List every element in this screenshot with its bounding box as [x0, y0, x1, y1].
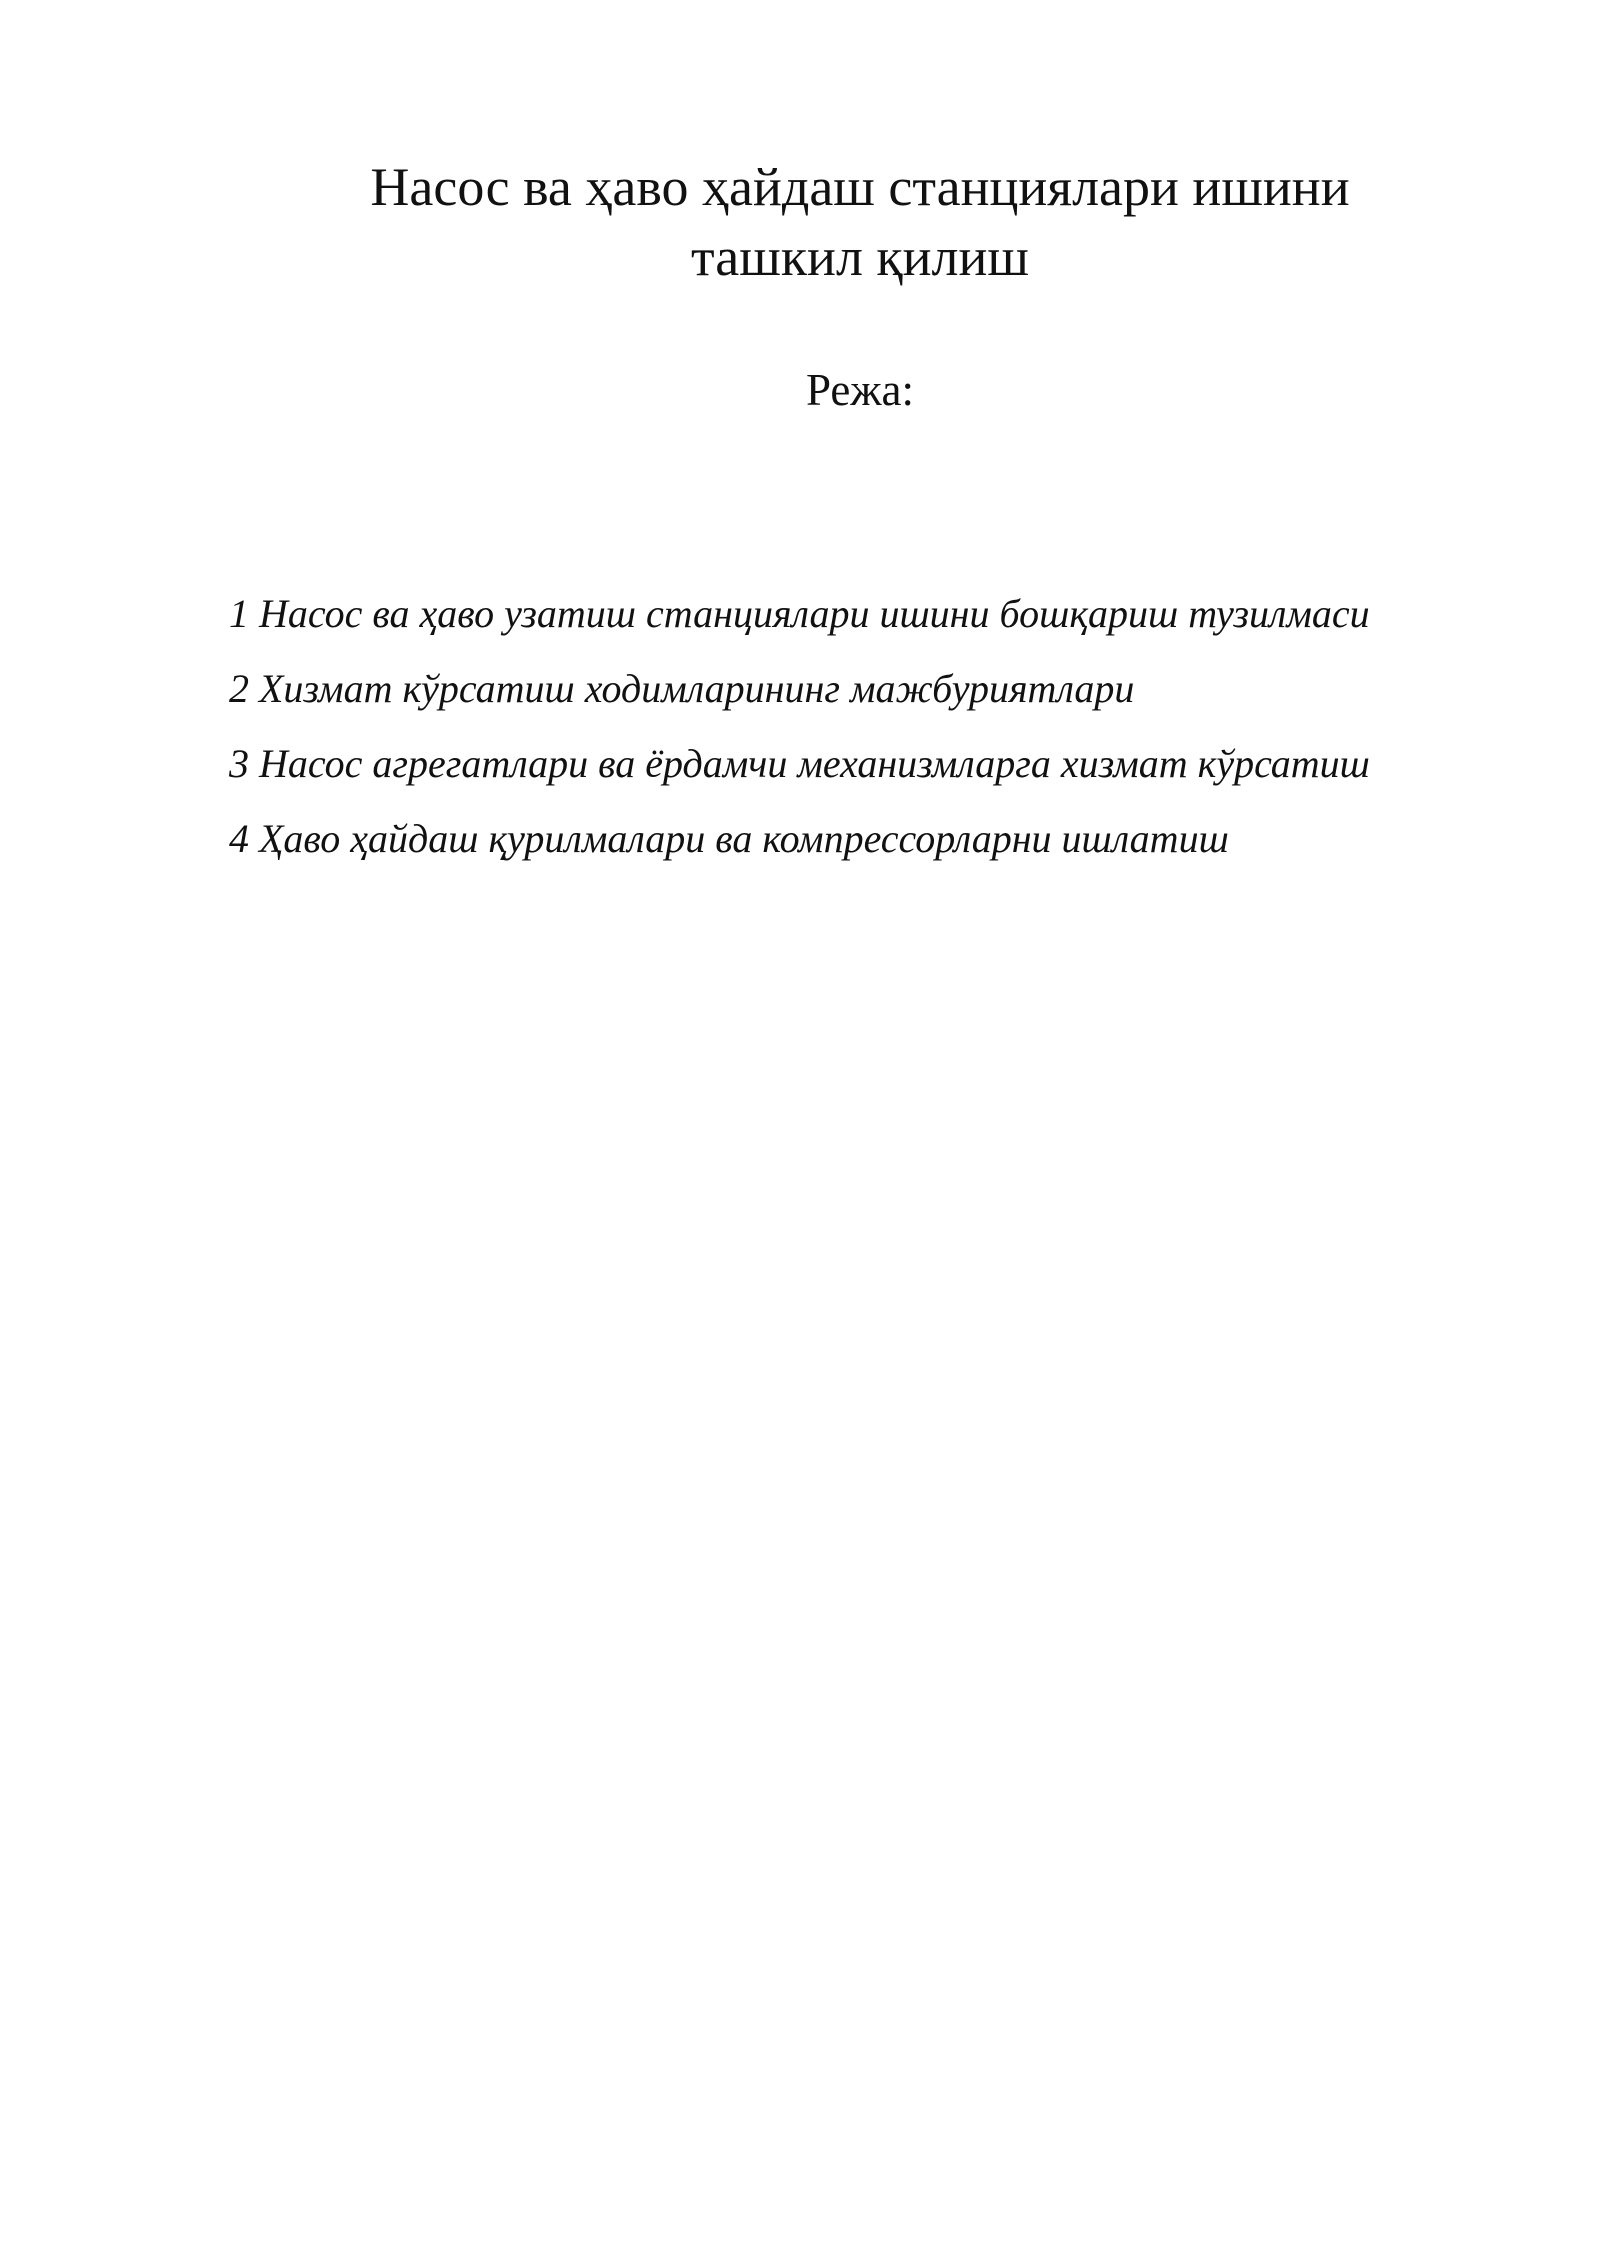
title-line-2: ташкил қилиш	[691, 227, 1029, 287]
plan-list	[229, 590, 1529, 890]
plan-item-3: 3 Насос агрегатлари ва ёрдамчи механизмларга хизмат кўрсатиш	[229, 741, 1370, 786]
plan-item-4: 4 Ҳаво ҳайдаш қурилмалари ва компрессорларни ишлатиш	[229, 816, 1229, 861]
plan-heading: Режа:	[806, 365, 914, 415]
title-line-1: Насос ва ҳаво ҳайдаш станциялари ишини	[370, 157, 1350, 217]
plan-item-2: 2 Хизмат кўрсатиш ходимларининг мажбуриятлари	[229, 666, 1135, 711]
plan-item-1: 1 Насос ва ҳаво узатиш станциялари ишини бошқариш тузилмаси	[229, 591, 1370, 636]
document-title	[220, 152, 1500, 292]
